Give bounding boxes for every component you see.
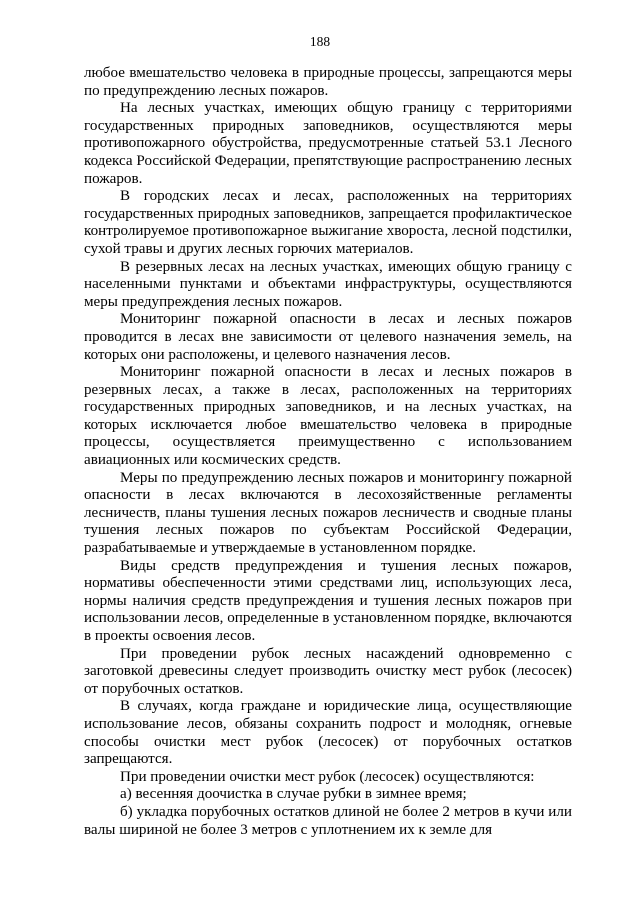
paragraph: На лесных участках, имеющих общую границу с территориями государственных природных заповедников, осуществляются меры противопожарного обустройства, предусмотренные статьей 53.1 Лесного кодекса Российской Федерации, препятствующие распространению лесных пожаров.: [84, 100, 572, 187]
document-body: [84, 65, 572, 839]
paragraph: Мониторинг пожарной опасности в лесах и лесных пожаров в резервных лесах, а также в лесах, расположенных на территориях государственных природных заповедников, и на лесных участках, на которых исключается любое вмешательство человека в природные процессы, осуществляется преимущественно с использованием авиационных или космических средств.: [84, 364, 572, 469]
paragraph: В случаях, когда граждане и юридические лица, осуществляющие использование лесов, обязаны сохранить подрост и молодняк, огневые способы очистки мест рубок (лесосек) от порубочных остатков запрещаются.: [84, 698, 572, 768]
page-number: 188: [309, 34, 331, 49]
paragraph: Меры по предупреждению лесных пожаров и мониторингу пожарной опасности в лесах включаются в лесохозяйственные регламенты лесничеств, планы тушения лесных пожаров лесничеств и сводные планы тушения лесных пожаров по субъектам Российской Федерации, разрабатываемые и утверждаемые в установленном порядке.: [84, 469, 572, 557]
list-item: б) укладка порубочных остатков длиной не более 2 метров в кучи или валы шириной не более 3 метров с уплотнением их к земле для: [84, 803, 572, 838]
paragraph: При проведении рубок лесных насаждений одновременно с заготовкой древесины следует производить очистку мест рубок (лесосек) от порубочных остатков.: [84, 645, 572, 697]
list-item: а) весенняя доочистка в случае рубки в зимнее время;: [120, 786, 467, 803]
paragraph: В резервных лесах на лесных участках, имеющих общую границу с населенными пунктами и объектами инфраструктуры, осуществляются меры предупреждения лесных пожаров.: [84, 258, 572, 310]
paragraph: Виды средств предупреждения и тушения лесных пожаров, нормативы обеспеченности этими средствами лиц, использующих леса, нормы наличия средств предупреждения и тушения лесных пожаров при использовании лесов, определенные в установленном порядке, включаются в проекты освоения лесов.: [84, 557, 572, 644]
paragraph: При проведении очистки мест рубок (лесосек) осуществляются:: [120, 768, 535, 785]
paragraph: Мониторинг пожарной опасности в лесах и лесных пожаров проводится в лесах вне зависимости от целевого назначения земель, на которых они расположены, и целевого назначения лесов.: [84, 311, 572, 363]
paragraph: любое вмешательство человека в природные процессы, запрещаются меры по предупреждению лесных пожаров.: [84, 65, 572, 99]
paragraph: В городских лесах и лесах, расположенных на территориях государственных природных заповедников, запрещается профилактическое контролируемое противопожарное выжигание хвороста, лесной подстилки, сухой травы и других лесных горючих материалов.: [84, 188, 572, 257]
